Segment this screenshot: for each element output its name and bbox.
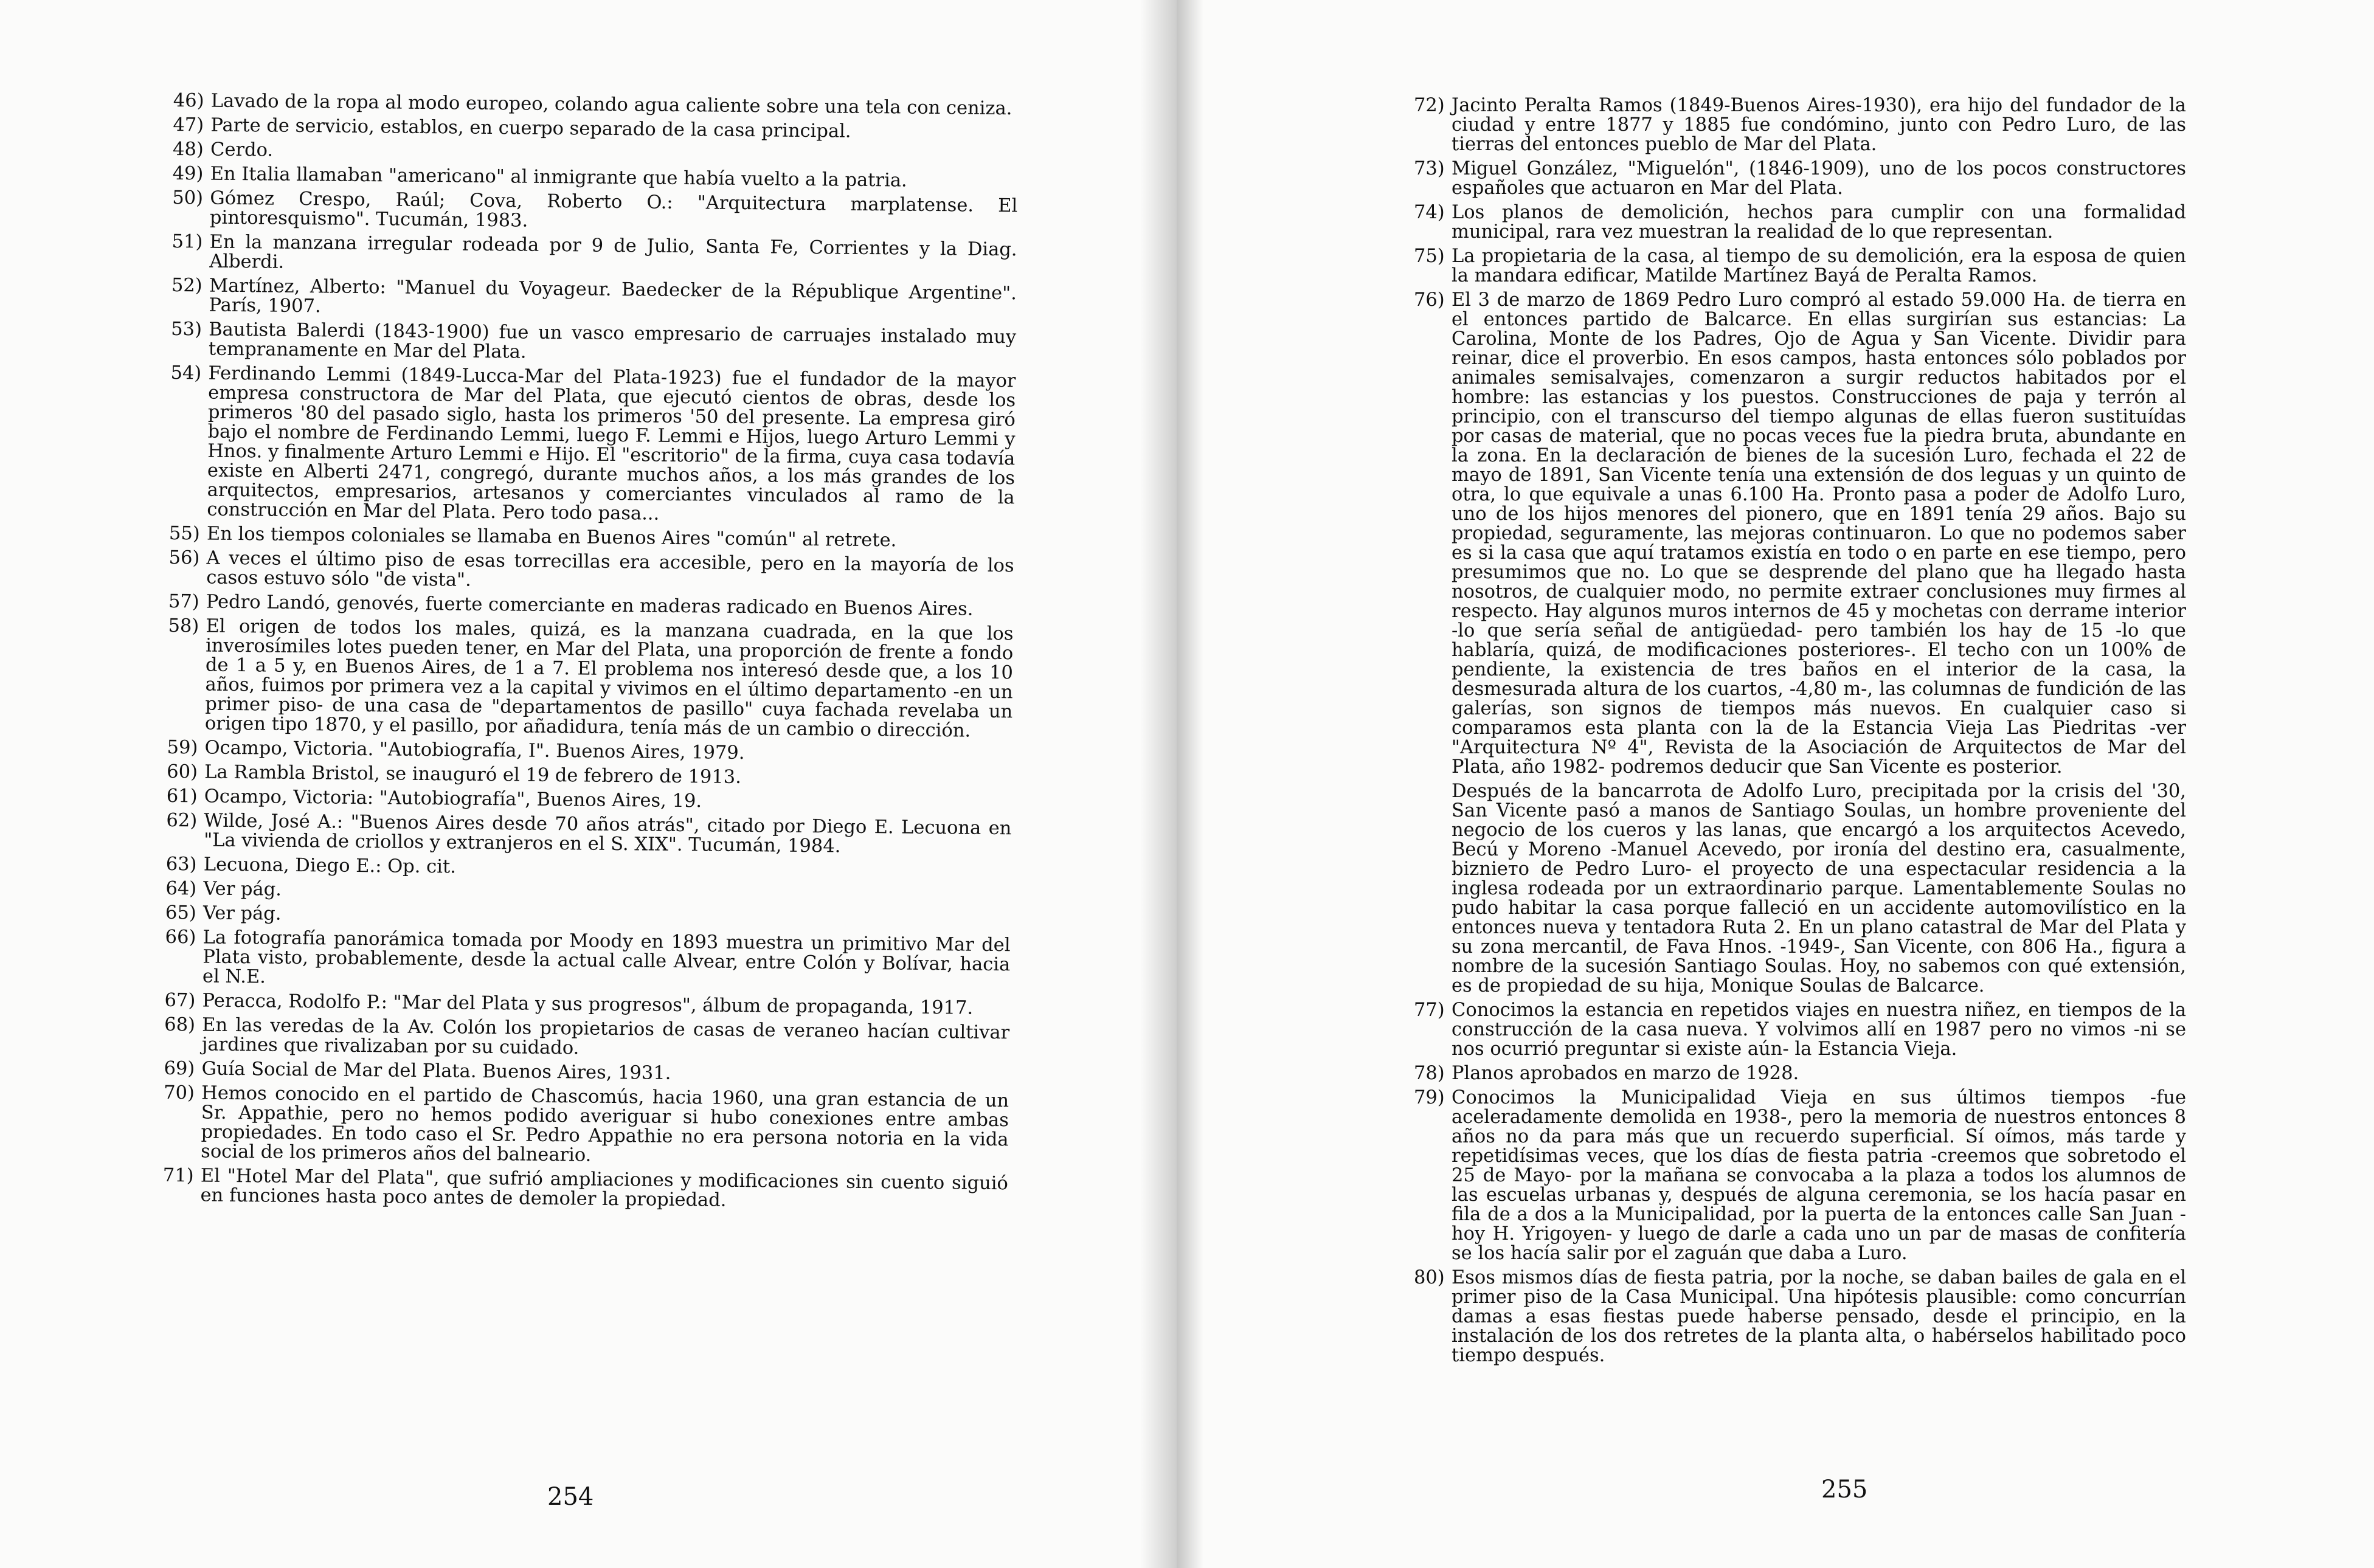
footnote-text: Conocimos la estancia en repetidos viajes en nuestra niñez, en tiempos de la construcción de la casa nueva. Y volvimos allí en 1987 pero no vimos -ni se nos ocurrió preguntar si existe aún- la Estancia Vieja. <box>1452 1000 2186 1060</box>
footnote-text: Guía Social de Mar del Plata. Buenos Aires, 1931. <box>201 1058 671 1084</box>
footnote-text: Miguel González, "Miguelón", (1846-1909), uno de los pocos constructores españoles que actuaron en Mar del Plata. <box>1452 158 2186 199</box>
footnote-number: 49) <box>172 162 204 185</box>
footnote-text: Ocampo, Victoria: "Autobiografía", Buenos Aires, 19. <box>204 786 702 812</box>
footnote-number: 62) <box>166 809 198 832</box>
footnote <box>173 91 1019 119</box>
footnote-text: Lecuona, Diego E.: Op. cit. <box>203 854 457 878</box>
footnote <box>168 548 1014 595</box>
footnote <box>167 738 1012 765</box>
footnote-text: Conocimos la Municipalidad Vieja en sus últimos tiempos -fue aceleradamente demolida en 1938-, pero la memoria de nuestros entonces 8 años no da para más que un recuerdo superficial. Sí oímos, más tarde y repetidísimas veces, que los días de fiesta patria -creemos que sobretodo el 25 de Mayo- por la mañana se convocaba a la plaza a todos los alumnos de las escuelas urbanas y, después de alguna ceremonia, se los hacía pasar en fila de a dos a la Municipalidad, por la puerta de la entonces calle San Juan -hoy H. Yrigoyen- y luego de darle a cada uno un par de masas de confitería se los hacía salir por el zaguán que daba a Luro. <box>1452 1087 2186 1264</box>
footnote-number: 61) <box>166 785 198 807</box>
right-page-number: 255 <box>1821 1476 1868 1504</box>
footnote-number: 78) <box>1414 1063 1445 1084</box>
footnote <box>166 855 1011 882</box>
footnote-text: Bautista Balerdi (1843-1900) fue un vasco empresario de carruajes instalado muy tempranamente en Mar del Plata. <box>208 319 1017 363</box>
right-notes-column <box>1414 96 2186 1370</box>
footnote-number: 59) <box>167 736 198 759</box>
footnote-number: 51) <box>171 230 203 253</box>
left-page <box>0 0 1177 1568</box>
footnote-text: En la manzana irregular rodeada por 9 de Julio, Santa Fe, Corrientes y la Diag. Alberdi. <box>209 231 1017 273</box>
footnote-text: El 3 de marzo de 1869 Pedro Luro compró al estado 59.000 Ha. de tierra en el entonces partido de Balcarce. En ellas surgirían sus estancias: La Carolina, Monte de los Padres, Ojo de Agua y San Vicente. Dividir para reinar, dice el proverbio. En esos campos, hasta entonces sólo poblados por animales semisalvajes, comenzaron a surgir reductos habitados por el hombre: las estancias y los puestos. Construcciones de paja y terrón al principio, con el transcurso del tiempo algunas de ellas fueron sustituídas por casas de material, que no pocas veces fue la piedra bruta, abundante en la zona. En la declaración de bienes de la sucesión Luro, fechada el 22 de mayo de 1891, San Vicente tenía una extensión de dos leguas y un quinto de otra, lo que equivale a unas 6.100 Ha. Pronto pasa a poder de Adolfo Luro, uno de los hijos menores del pionero, que en 1891 tenía 29 años. Bajo su propiedad, seguramente, las mejoras continuaron. Lo que no podemos saber es si la casa que aquí tratamos existía en todo o en parte en ese tiempo, pero presumimos que no. Lo que se desprende del plano que ha llegado hasta nosotros, de cualquier modo, no permite extraer conclusiones muy firmes al respecto. Hay algunos muros internos de 45 y mochetas con derrame interior -lo que sería señal de antigüedad- pero también los hay de 15 -lo que hablaría, quizá, de modificaciones posteriores-. El techo con un 100% de pendiente, la existencia de tres baños en el interior de la casa, la desmesurada altura de los cuartos, -4,80 m-, las columnas de fundición de las galerías, son signos de tiempos más nuevos. En cualquier caso si comparamos esta planta con la de la Estancia Vieja Las Piedritas -ver "Arquitectura Nº 4", Revista de la Asociación de Arquitectos de Mar del Plata, año 1982- podremos deducir que San Vicente es posterior. <box>1452 289 2186 778</box>
footnote <box>167 616 1014 741</box>
footnote <box>173 116 1018 143</box>
footnote-text: Ver pág. <box>202 902 282 925</box>
footnote <box>165 928 1011 994</box>
footnote <box>1414 159 2186 198</box>
footnote-text: Los planos de demolición, hechos para cumplir con una formalidad municipal, rara vez muestran la realidad de lo que representan. <box>1452 202 2186 243</box>
footnote <box>1414 1268 2186 1366</box>
footnote-number: 48) <box>172 138 204 161</box>
footnote-number: 75) <box>1414 246 1445 267</box>
footnote-text: Ocampo, Victoria. "Autobiografía, I". Buenos Aires, 1979. <box>204 737 745 764</box>
footnote <box>163 1083 1009 1169</box>
footnote-text: En Italia llamaban "americano" al inmigrante que había vuelto a la patria. <box>210 163 907 192</box>
footnote <box>1414 291 2186 777</box>
footnote-number: 68) <box>164 1014 196 1036</box>
footnote-number: 54) <box>170 362 202 384</box>
footnote <box>1414 203 2186 242</box>
footnote-text: Ferdinando Lemmi (1849-Lucca-Mar del Plata-1923) fue el fundador de la mayor empresa constructora de Mar del Plata, que ejecutó cientos de obras, desde los primeros '80 del pasado siglo, hasta los primeros '50 del presente. La empresa giró bajo el nombre de Ferdinando Lemmi, luego F. Lemmi e Hijos, luego Arturo Lemmi y Hnos. y finalmente Arturo Lemmi e Hijo. El "escritorio" de la firma, cuya casa todavía existe en Alberti 2471, congregó, durante muchos años, a los más grandes de los arquitectos, empresarios, artesanos y comerciantes vinculados al ramo de la construcción en Mar del Plata. Pero todo pasa... <box>207 362 1016 525</box>
footnote-number: 70) <box>164 1082 195 1104</box>
footnote-text: Esos mismos días de fiesta patria, por la noche, se daban bailes de gala en el primer piso de la Casa Municipal. Una hipótesis plausible: como concurrían damas a esas fiestas puede haberse pensado, desde el principio, en la instalación de los dos retretes de la planta alta, o habérselos habilitado poco tiempo después. <box>1452 1267 2186 1366</box>
footnote <box>167 762 1012 790</box>
footnote-number: 79) <box>1414 1087 1445 1108</box>
footnote <box>171 320 1017 367</box>
footnote-number: 76) <box>1414 289 1445 311</box>
footnote-continuation: Después de la bancarrota de Adolfo Luro, precipitada por la crisis del '30, San Vicente pasó a manos de Santiago Soulas, un hombre proveniente del negocio de los cueros y las lanas, que encargó a los arquitectos Acevedo, Becú y Moreno -Manuel Acevedo, por ironía del destino era, casualmente, bizniето de Pedro Luro- el proyecto de una espectacular residencia a la inglesa rodeada por un extraordinario parque. Lamentablemente Soulas no pudo habitar la casa porque falleció en un accidente automovilístico en la entonces nueva y tentadora Ruta 2. En un plano catastral de Mar del Plata y su zona mercantil, de Fava Hnos. -1949-, San Vicente, con 806 Ha., figura a nombre de la sucesión Santiago Soulas. Hoy, no sabemos con qué extensión, es de propiedad de su hija, Monique Soulas de Balcarce. <box>1452 781 2186 996</box>
footnote-number: 64) <box>165 877 197 900</box>
footnote-text: Martínez, Alberto: "Manuel du Voyageur. Baedecker de la République Argentine". París, 1907. <box>209 275 1017 317</box>
left-gutter-shadow <box>1140 0 1177 1568</box>
footnote <box>1414 96 2186 154</box>
footnote-text: La Rambla Bristol, se inauguró el 19 de febrero de 1913. <box>204 761 742 789</box>
footnote <box>173 164 1018 192</box>
footnote-text: La propietaria de la casa, al tiempo de su demolición, era la esposa de quien la mandara edificar, Matilde Martínez Bayá de Peralta Ramos. <box>1452 246 2186 286</box>
footnote-number: 80) <box>1414 1267 1445 1288</box>
footnote <box>171 276 1017 323</box>
left-page-number: 254 <box>547 1483 594 1511</box>
footnote-text: Pedro Landó, genovés, fuerte comerciante en maderas radicado en Buenos Aires. <box>206 591 974 620</box>
footnote <box>164 1059 1009 1086</box>
footnote-number: 58) <box>168 615 199 637</box>
footnote-text: Lavado de la ropa al modo europeo, colando agua caliente sobre una tela con ceniza. <box>210 90 1012 120</box>
footnote <box>1414 247 2186 286</box>
footnote <box>1414 1064 2186 1083</box>
footnote <box>164 991 1009 1018</box>
footnote-text: Gómez Crespo, Raúl; Cova, Roberto O.: "Arquitectura marplatense. El pintoresquismo". Tucumán, 1983. <box>209 187 1018 232</box>
footnote <box>165 879 1011 907</box>
footnote-number: 69) <box>164 1057 195 1080</box>
footnote-number: 55) <box>168 522 200 545</box>
right-page <box>1177 0 2374 1568</box>
right-gutter-shadow <box>1177 0 1203 1568</box>
footnote <box>164 1015 1010 1062</box>
footnote-number: 67) <box>164 989 196 1012</box>
footnote-text: En las veredas de la Av. Colón los propietarios de casas de veraneo hacían cultivar jardines que rivalizaban por su cuidado. <box>201 1014 1010 1059</box>
footnote-text: Hemos conocido en el partido de Chascomús, hacia 1960, una gran estancia de un Sr. Appathie, pero no hemos podido averiguar si hubo conexiones entre ambas propiedades. En todo caso el Sr. Pedro Appathie no era persona notoria en la vida social de los primeros años del balneario. <box>201 1082 1009 1166</box>
footnote-number: 56) <box>168 547 200 569</box>
footnote <box>172 188 1018 235</box>
footnote-text: Peracca, Rodolfo P.: "Mar del Plata y sus progresos", álbum de propaganda, 1917. <box>202 990 974 1019</box>
footnote-text: Planos aprobados en marzo de 1928. <box>1452 1063 1799 1084</box>
footnote-text: Ver pág. <box>203 878 282 900</box>
footnote <box>169 524 1014 551</box>
footnote-number: 52) <box>171 274 202 297</box>
footnote-text: Jacinto Peralta Ramos (1849-Buenos Aires-1930), era hijo del fundador de la ciudad y entre 1877 y 1885 fue condómino, junto con Pedro Luro, de las tierras del entonces pueblo de Mar del Plata. <box>1452 95 2186 155</box>
footnote-number: 73) <box>1414 158 1445 179</box>
footnote-number: 47) <box>173 114 204 136</box>
footnote-text: Parte de servicio, establos, en cuerpo separado de la casa principal. <box>210 114 851 142</box>
footnote-text: La fotografía panorámica tomada por Moody en 1893 muestra un primitivo Mar del Plata visto, probablemente, desde la actual calle Alvear, entre Colón y Bolívar, hacia el N.E. <box>202 927 1011 988</box>
footnote-number: 72) <box>1414 95 1445 116</box>
footnote-number: 66) <box>165 926 196 948</box>
footnote <box>171 232 1017 279</box>
footnote-text: El origen de todos los males, quizá, es la manzana cuadrada, en la que los inverosímiles lotes pueden tener, en Mar del Plata, una proporción de frente a fondo de 1 a 5 y, en Buenos Aires, de 1 a 7. El problema nos interesó desde que, a los 10 años, fuimos por primera vez a la capital y vivimos en el último departamento -en un primer piso- de una casa de "departamentos de pasillo" cuya fachada revelaba un origen tipo 1870, y el pasillo, por añadidura, tenía más de un cambio o dirección. <box>204 615 1014 742</box>
footnote <box>173 140 1018 167</box>
footnote <box>166 811 1012 858</box>
footnote-number: 74) <box>1414 202 1445 223</box>
footnote-number: 50) <box>172 187 204 209</box>
footnote-text: En los tiempos coloniales se llamaba en Buenos Aires "común" al retrete. <box>206 523 897 551</box>
footnote-number: 60) <box>167 761 198 783</box>
left-notes-column <box>162 91 1019 1218</box>
footnote <box>168 592 1014 620</box>
footnote-text: Cerdo. <box>210 139 274 161</box>
footnote-number: 65) <box>165 902 196 924</box>
footnote <box>167 787 1012 814</box>
footnote-number: 53) <box>171 318 202 340</box>
footnote-number: 63) <box>165 853 197 876</box>
footnote-number: 46) <box>173 90 204 112</box>
footnote-text: A veces el último piso de esas torrecillas era accesible, pero en la mayoría de los casos estuvo sólo "de vista". <box>206 547 1014 591</box>
footnote <box>169 364 1016 527</box>
footnote-number: 77) <box>1414 1000 1445 1021</box>
footnote-text: Wilde, José A.: "Buenos Aires desde 70 años atrás", citado por Diego E. Lecuona en "La vivienda de criollos y extranjeros en el S. XIX". Tucumán, 1984. <box>204 810 1012 857</box>
footnote-number: 71) <box>162 1164 194 1187</box>
footnote <box>165 903 1011 931</box>
footnote-text: El "Hotel Mar del Plata", que sufrió ampliaciones y modificaciones sin cuento siguió en funciones hasta poco antes de demoler la propiedad. <box>200 1165 1008 1211</box>
footnote <box>1414 1001 2186 1059</box>
footnote-number: 57) <box>168 590 199 613</box>
footnote <box>1414 1088 2186 1263</box>
footnote <box>162 1166 1008 1213</box>
